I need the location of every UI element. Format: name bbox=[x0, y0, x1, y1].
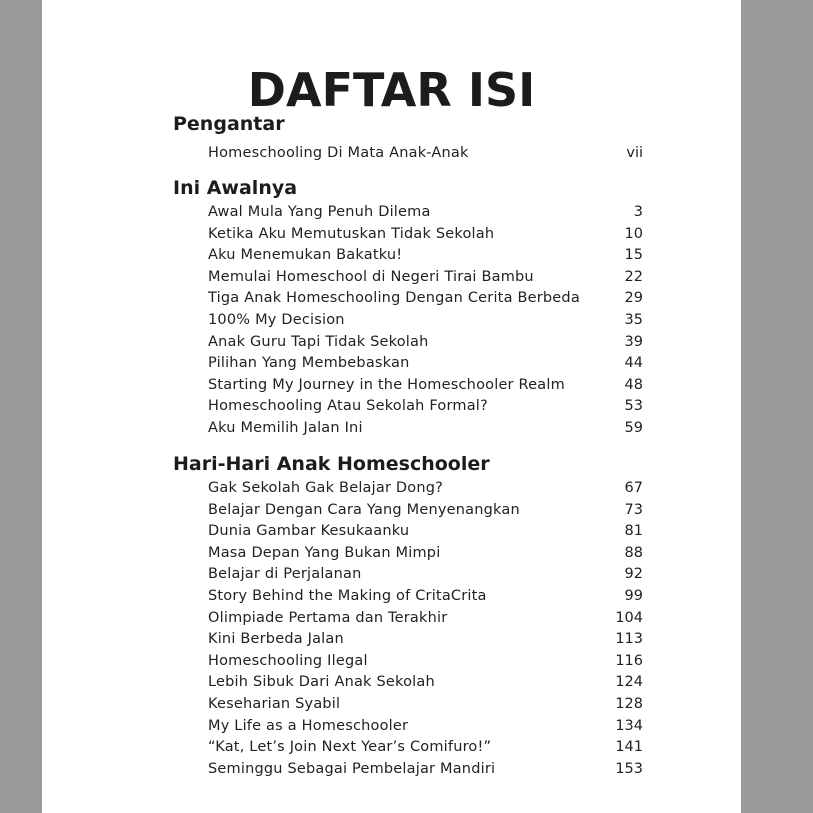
toc-entry-page-number: 128 bbox=[615, 695, 643, 712]
toc-entry-title: Awal Mula Yang Penuh Dilema bbox=[208, 204, 431, 220]
toc-entry-title: Anak Guru Tapi Tidak Sekolah bbox=[208, 333, 429, 350]
toc-entry bbox=[173, 288, 643, 310]
left-page-edge bbox=[0, 0, 42, 813]
toc-entry-title: “Kat, Let’s Join Next Year’s Comifuro!” bbox=[208, 739, 492, 756]
toc-entry bbox=[173, 737, 643, 759]
toc-entry-title: 100% My Decision bbox=[208, 311, 345, 328]
toc-entry bbox=[173, 564, 643, 586]
toc-entry bbox=[173, 651, 643, 673]
toc-section bbox=[173, 112, 643, 165]
toc-entry-page-number: 141 bbox=[615, 739, 643, 756]
book-page bbox=[42, 0, 741, 813]
toc-entry bbox=[173, 245, 643, 267]
toc-entry bbox=[173, 716, 643, 738]
toc-entry bbox=[173, 586, 643, 608]
toc-entry-page-number: 124 bbox=[615, 674, 643, 691]
toc-entry bbox=[173, 672, 643, 694]
toc-entry-page-number: 48 bbox=[624, 376, 643, 393]
page-title: DAFTAR ISI bbox=[247, 62, 536, 117]
toc-entry-page-number: 73 bbox=[624, 501, 643, 518]
toc-entry-title: Belajar di Perjalanan bbox=[208, 566, 362, 583]
toc-entry-page-number: 3 bbox=[633, 204, 643, 220]
section-title: Ini Awalnya bbox=[173, 177, 298, 199]
toc-entry bbox=[173, 543, 643, 565]
toc-entry-page-number: 104 bbox=[615, 609, 643, 626]
toc-entry-page-number: 88 bbox=[624, 544, 643, 561]
toc-entry-page-number: 67 bbox=[624, 480, 643, 496]
toc-entry bbox=[173, 332, 643, 354]
toc-entry bbox=[173, 224, 643, 246]
toc-entry bbox=[173, 629, 643, 651]
toc-entry-title: Pilihan Yang Membebaskan bbox=[208, 355, 410, 372]
toc-entry-title: My Life as a Homeschooler bbox=[208, 717, 409, 734]
toc-entry bbox=[173, 310, 643, 332]
toc-entry-page-number: vii bbox=[626, 145, 643, 161]
toc-entry bbox=[173, 375, 643, 397]
right-page-edge bbox=[741, 0, 813, 813]
toc-entry-page-number: 116 bbox=[615, 652, 643, 669]
section-title: Pengantar bbox=[173, 113, 285, 135]
toc-entry-title: Kini Berbeda Jalan bbox=[208, 631, 344, 648]
toc-entry-title: Masa Depan Yang Bukan Mimpi bbox=[208, 544, 441, 561]
toc-entry-title: Dunia Gambar Kesukaanku bbox=[208, 523, 410, 540]
toc-entry-page-number: 15 bbox=[624, 247, 643, 264]
toc-entry-title: Keseharian Syabil bbox=[208, 695, 341, 712]
toc-entry-title: Belajar Dengan Cara Yang Menyenangkan bbox=[208, 501, 520, 518]
toc-entry-page-number: 81 bbox=[624, 523, 643, 540]
toc-entry-title: Aku Menemukan Bakatku! bbox=[208, 247, 403, 264]
toc-entry-title: Olimpiade Pertama dan Terakhir bbox=[208, 609, 448, 626]
toc-entry bbox=[173, 143, 643, 165]
toc-entry bbox=[173, 396, 643, 418]
toc-entry-title: Starting My Journey in the Homeschooler Realm bbox=[208, 376, 565, 393]
toc-entry-page-number: 99 bbox=[624, 587, 643, 604]
toc-entry bbox=[173, 478, 643, 500]
toc-entry-page-number: 10 bbox=[624, 225, 643, 242]
toc-entry-title: Memulai Homeschool di Negeri Tirai Bambu bbox=[208, 268, 534, 285]
toc-entry-page-number: 53 bbox=[624, 398, 643, 415]
toc-entry bbox=[173, 500, 643, 522]
toc-entry-page-number: 92 bbox=[624, 566, 643, 583]
toc-section bbox=[173, 452, 643, 780]
toc-entry-title: Seminggu Sebagai Pembelajar Mandiri bbox=[208, 760, 496, 777]
toc-entry-page-number: 59 bbox=[624, 419, 643, 436]
toc-entry bbox=[173, 694, 643, 716]
toc-entry bbox=[173, 353, 643, 375]
toc-entry-title: Homeschooling Atau Sekolah Formal? bbox=[208, 398, 488, 415]
toc-entry bbox=[173, 418, 643, 440]
toc-entry bbox=[173, 759, 643, 781]
toc-entry bbox=[173, 267, 643, 289]
toc-entry-title: Ketika Aku Memutuskan Tidak Sekolah bbox=[208, 225, 495, 242]
toc-entry-title: Homeschooling Ilegal bbox=[208, 652, 368, 669]
toc-entry-title: Aku Memilih Jalan Ini bbox=[208, 419, 363, 436]
toc-entry-title: Story Behind the Making of CritaCrita bbox=[208, 587, 487, 604]
toc-entry-page-number: 35 bbox=[624, 311, 643, 328]
toc-entry-page-number: 39 bbox=[624, 333, 643, 350]
section-title: Hari-Hari Anak Homeschooler bbox=[173, 453, 490, 475]
toc-entry bbox=[173, 202, 643, 224]
toc-entry-title: Tiga Anak Homeschooling Dengan Cerita Berbeda bbox=[208, 290, 580, 307]
toc-section bbox=[173, 176, 643, 440]
toc-entry-page-number: 29 bbox=[624, 290, 643, 307]
toc-entry-page-number: 44 bbox=[624, 355, 643, 372]
toc-entry-page-number: 22 bbox=[624, 268, 643, 285]
toc-entry-title: Homeschooling Di Mata Anak-Anak bbox=[208, 145, 469, 161]
toc-entry-page-number: 134 bbox=[615, 717, 643, 734]
toc-entry bbox=[173, 521, 643, 543]
toc-entry-title: Lebih Sibuk Dari Anak Sekolah bbox=[208, 674, 435, 691]
toc-entry-page-number: 153 bbox=[615, 760, 643, 777]
toc-entry-page-number: 113 bbox=[615, 631, 643, 648]
toc-entry-title: Gak Sekolah Gak Belajar Dong? bbox=[208, 480, 444, 496]
toc-entry bbox=[173, 608, 643, 630]
